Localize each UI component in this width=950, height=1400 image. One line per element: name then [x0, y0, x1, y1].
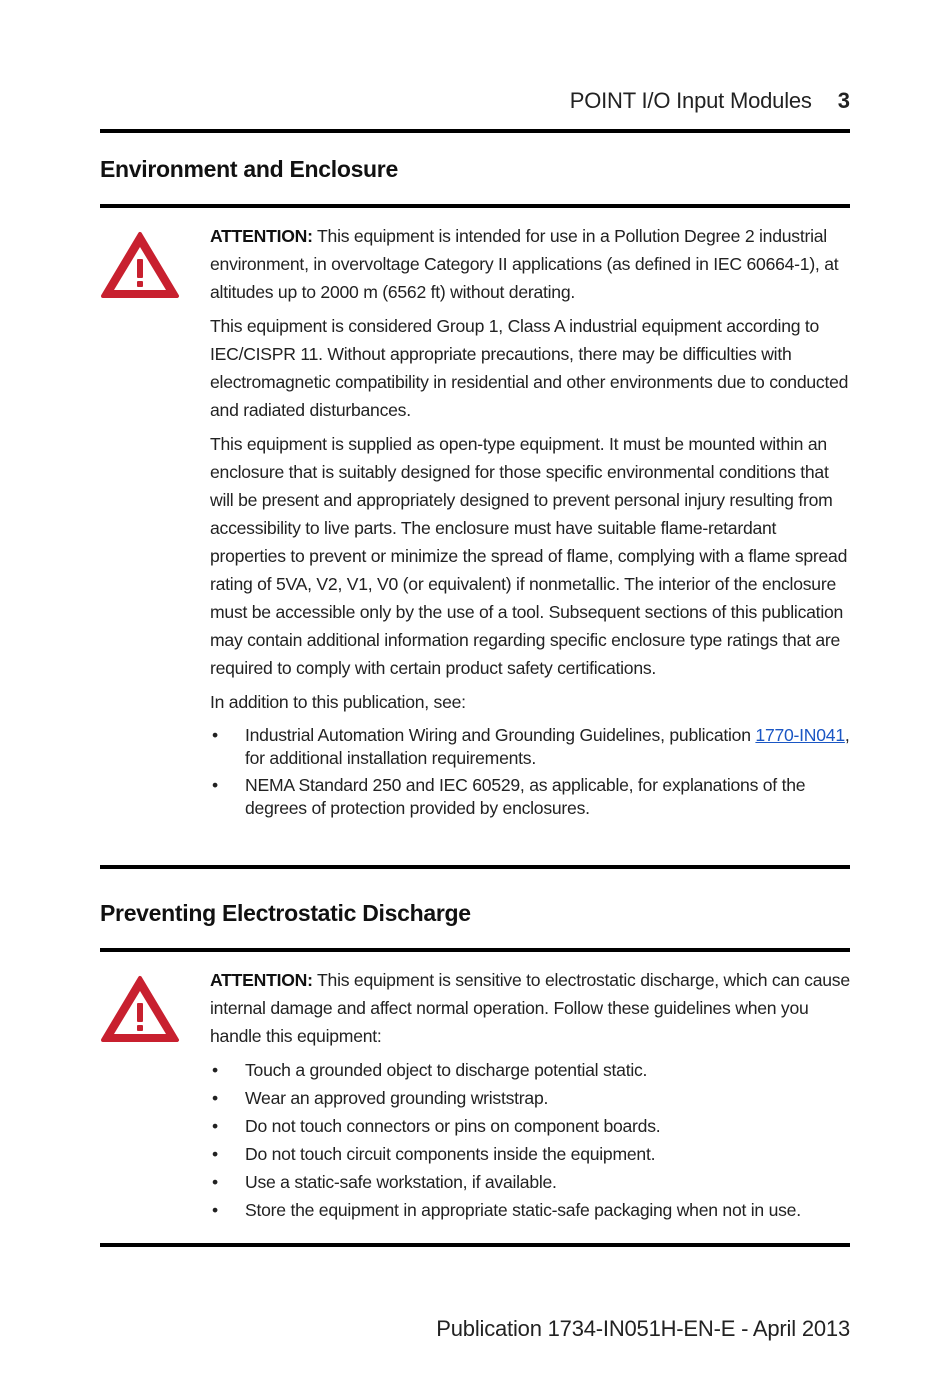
see-also-list: [210, 724, 850, 820]
bullet-symbol: •: [212, 1116, 218, 1136]
esd-guidelines-list: [210, 1056, 850, 1224]
attention-block-esd: [210, 966, 850, 1224]
header-title: POINT I/O Input Modules: [569, 88, 812, 113]
list-item: [210, 1168, 850, 1196]
section2-top-rule: [100, 948, 850, 952]
paragraph-group1: This equipment is considered Group 1, Class A industrial equipment according to IEC/CISPR 11. Without appropriate precautions, there may be difficulties with electromagnetic compatibility in residential and other environments due to conducted and radiated disturbances.: [210, 316, 849, 420]
section-title-environment: Environment and Enclosure: [100, 156, 398, 182]
header-rule: [100, 129, 850, 133]
page-header: [570, 88, 850, 114]
bullet-text: Industrial Automation Wiring and Grounding Guidelines, publication: [245, 725, 756, 745]
attention-label: ATTENTION:: [210, 970, 313, 990]
paragraph-open-type: This equipment is supplied as open-type equipment. It must be mounted within an enclosure that is suitably designed for those specific environmental conditions that will be present and appropriately designed to prevent personal injury resulting from accessibility to live parts. The enclosure must have suitable flame-retardant properties to prevent or minimize the spread of flame, complying with a flame spread rating of 5VA, V2, V1, V0 (or equivalent) if nonmetallic. The interior of the enclosure must be accessible only by the use of a tool. Subsequent sections of this publication may contain additional information regarding specific enclosure type ratings that are required to comply with certain product safety certifications.: [210, 434, 848, 678]
bullet-text: Touch a grounded object to discharge potential static.: [245, 1060, 648, 1080]
attention-label: ATTENTION:: [210, 226, 313, 246]
section2-bottom-rule: [100, 1243, 850, 1247]
bullet-text: Wear an approved grounding wriststrap.: [245, 1088, 549, 1108]
bullet-symbol: •: [212, 725, 218, 745]
section-title-esd: Preventing Electrostatic Discharge: [100, 900, 471, 926]
attention-block-environment: [210, 222, 850, 824]
list-item: [210, 1084, 850, 1112]
bullet-text: Store the equipment in appropriate static-safe packaging when not in use.: [245, 1200, 801, 1220]
bullet-symbol: •: [212, 1172, 218, 1192]
attention-text: This equipment is intended for use in a Pollution Degree 2 industrial environment, in overvoltage Category II applications (as defined in IEC 60664-1), at altitudes up to 2000 m (6562 ft) without derating.: [210, 226, 839, 302]
bullet-symbol: •: [212, 1060, 218, 1080]
list-item: [210, 774, 850, 820]
list-item: [210, 1140, 850, 1168]
bullet-symbol: •: [212, 775, 218, 795]
paragraph-see-also: In addition to this publication, see:: [210, 692, 466, 712]
attention-paragraph: [210, 222, 850, 306]
publication-footer: Publication 1734-IN051H-EN-E - April 2013: [436, 1316, 850, 1341]
bullet-symbol: •: [212, 1144, 218, 1164]
attention-text: This equipment is sensitive to electrostatic discharge, which can cause internal damage and affect normal operation. Follow these guidelines when you handle this equipment:: [210, 970, 850, 1046]
warning-triangle-icon: [100, 974, 180, 1044]
warning-triangle-icon: [100, 230, 180, 300]
section1-bottom-rule: [100, 865, 850, 869]
bullet-text: Do not touch connectors or pins on component boards.: [245, 1116, 661, 1136]
bullet-text: Use a static-safe workstation, if available.: [245, 1172, 557, 1192]
bullet-symbol: •: [212, 1088, 218, 1108]
section1-top-rule: [100, 204, 850, 208]
publication-link-1770-IN041[interactable]: 1770-IN041: [755, 725, 845, 745]
bullet-text: NEMA Standard 250 and IEC 60529, as applicable, for explanations of the degrees of protection provided by enclosures.: [245, 775, 806, 818]
bullet-text-after: , for additional installation requirements.: [245, 725, 850, 768]
page-number: 3: [837, 88, 850, 113]
list-item: [210, 1056, 850, 1084]
bullet-symbol: •: [212, 1200, 218, 1220]
list-item: [210, 724, 850, 770]
bullet-text: Do not touch circuit components inside the equipment.: [245, 1144, 656, 1164]
list-item: [210, 1196, 850, 1224]
list-item: [210, 1112, 850, 1140]
attention-paragraph: [210, 966, 850, 1050]
